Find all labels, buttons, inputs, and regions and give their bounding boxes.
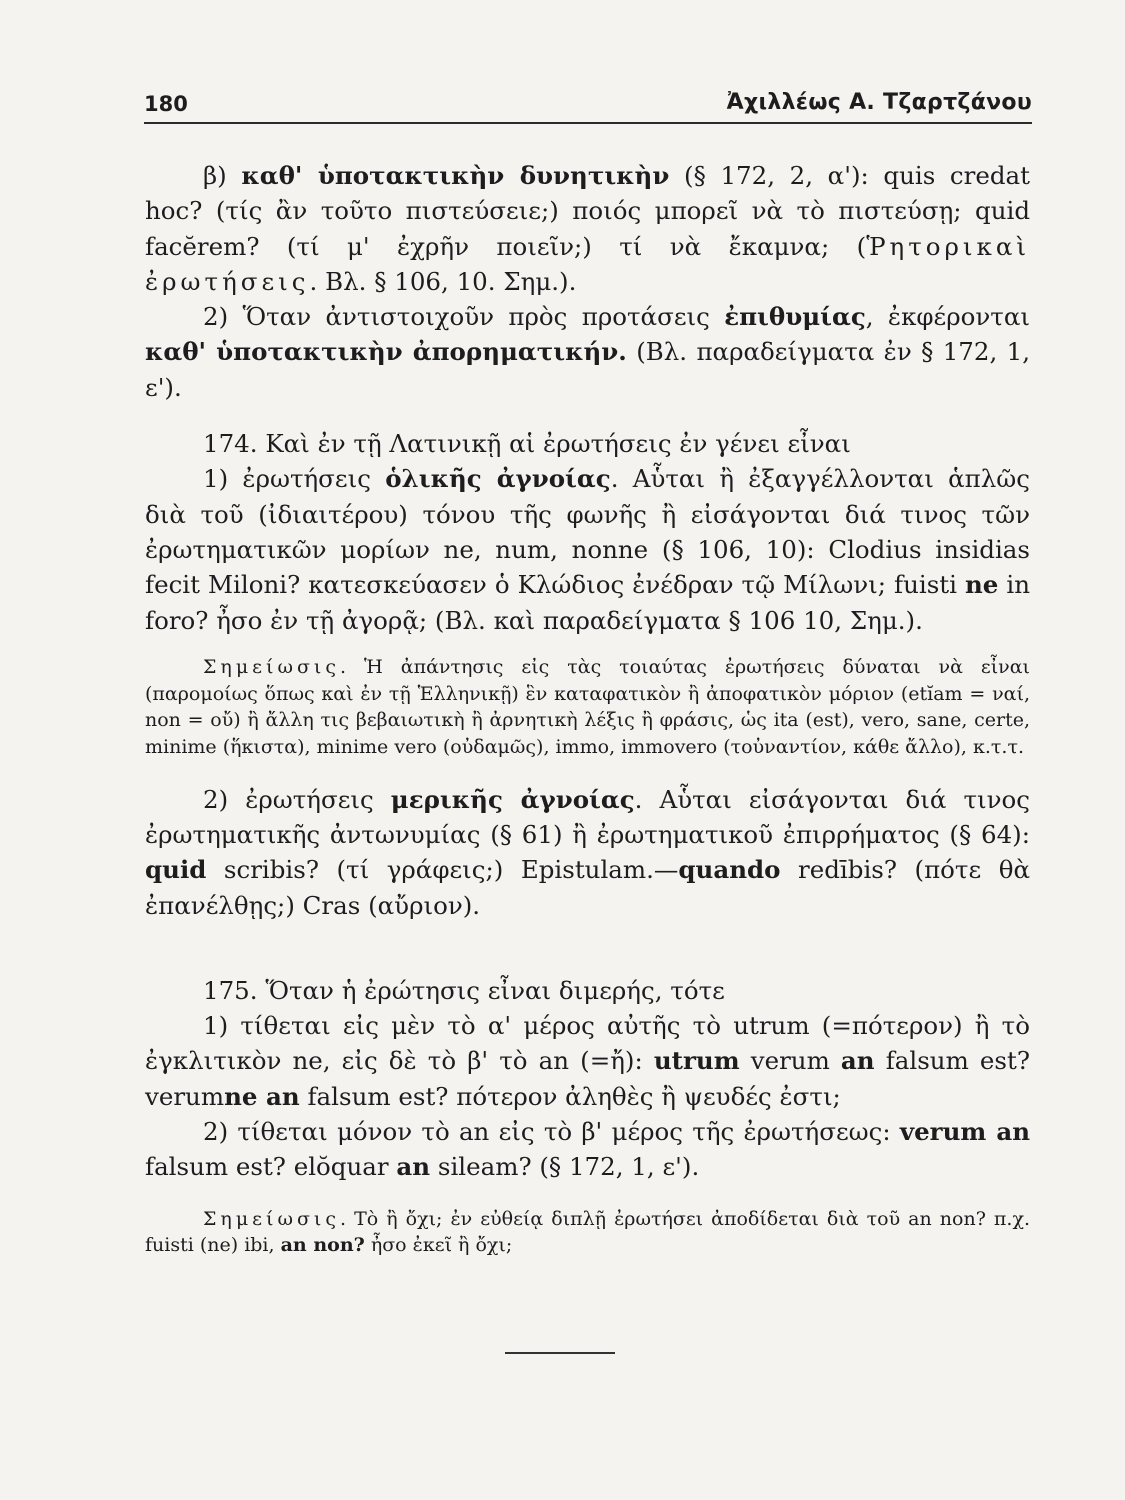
text-run: (Βλ. παραδείγματα ἐν § 172, 1, ε'). bbox=[145, 337, 1030, 402]
section-175-heading: 175. Ὅταν ἡ ἐρώτησις εἶναι διμερής, τότε bbox=[203, 975, 725, 1005]
text-run: (§ 172, 2, α'): quis credat hoc? (τίς ἂν τοῦτο πιστεύσειε;) ποιός μπορεῖ νὰ τὸ πιστεύσῃ; quid facĕrem? (τί μ' ἐχρῆν ποιεῖν;) τί νὰ ἔκαμνα; ( bbox=[145, 161, 1031, 261]
text-run: sileam? (§ 172, 1, ε'). bbox=[430, 1152, 700, 1182]
bold-term: verum an bbox=[899, 1117, 1031, 1147]
note-label: Σημείωσις bbox=[203, 655, 341, 678]
text-run: . Τὸ ἢ ὄχι; ἐν εὐθείᾳ διπλῇ ἐρωτήσει ἀποδίδεται διὰ τοῦ an non? π.χ. fuisti (ne) ibi, bbox=[145, 1207, 1030, 1257]
bold-term: ne bbox=[964, 570, 999, 600]
text-run: . Αὗται ἢ ἐξαγγέλλονται ἁπλῶς διὰ τοῦ (ἰδιαιτέρου) τόνου τῆς φωνῆς ἢ εἰσάγονται διά τινος τῶν ἐρωτηματικῶν μορίων ne, num, nonne (§ 106, 10): Clodius insidias fecit Miloni? κατεσκεύασεν ὁ Κλώδιος ἐνέδραν τῷ Μίλωνι; fuisti bbox=[145, 464, 1030, 600]
text-run: falsum est? elŏquar bbox=[145, 1152, 397, 1182]
note-label: Σημείωσις bbox=[203, 1207, 341, 1230]
text-run: ἦσο ἐκεῖ ἢ ὄχι; bbox=[364, 1234, 513, 1257]
text-run: redībis? (πότε θὰ ἐπανέλθῃς;) Cras (αὔριον). bbox=[145, 855, 1030, 920]
bold-term: ἐπιθυμίας bbox=[724, 302, 866, 332]
text-run: falsum est? verum bbox=[145, 1046, 1030, 1111]
running-header bbox=[144, 92, 1032, 124]
paragraph-total-ignorance bbox=[145, 461, 1030, 637]
paragraph-an-only bbox=[145, 1114, 1030, 1185]
bold-term: ne an bbox=[224, 1081, 300, 1111]
bold-term: καθ' ὑποτακτικὴν ἀπορηματικήν. bbox=[145, 337, 627, 367]
bold-term: an non? bbox=[280, 1234, 365, 1257]
bold-term: καθ' ὑποτακτικὴν δυνητικὴν bbox=[241, 161, 670, 190]
text-run: , ἐκφέρονται bbox=[865, 302, 1030, 332]
text-run: 1) τίθεται εἰς μὲν τὸ α' μέρος αὐτῆς τὸ utrum (=πότερον) ἢ τὸ ἐγκλιτικὸν ne, εἰς δὲ τὸ β' τὸ an (=ἤ): bbox=[145, 1011, 1030, 1076]
bold-term: quid bbox=[145, 855, 207, 885]
closing-rule bbox=[505, 1352, 615, 1354]
bold-term: ὁλικῆς ἀγνοίας bbox=[385, 464, 611, 494]
note-answers bbox=[145, 654, 1030, 761]
section-174-heading: 174. Καὶ ἐν τῇ Λατινικῇ αἱ ἐρωτήσεις ἐν γένει εἶναι bbox=[203, 429, 851, 459]
bold-term: an bbox=[396, 1152, 431, 1182]
text-run: 2) Ὅταν ἀντιστοιχοῦν πρὸς προτάσεις bbox=[203, 302, 725, 332]
text-run: 1) ἐρωτήσεις bbox=[203, 464, 386, 494]
bold-term: μερικῆς ἀγνοίας bbox=[390, 784, 635, 814]
bold-term: an bbox=[840, 1046, 875, 1076]
paragraph-partial-ignorance bbox=[145, 782, 1030, 923]
spaced-term: Ῥητορικαὶ ἐρωτήσεις bbox=[145, 231, 1030, 296]
paragraph-utrum-an bbox=[145, 1008, 1030, 1114]
page-body bbox=[145, 158, 1030, 1259]
text-run: scribis? (τί γράφεις;) Epistulam.— bbox=[206, 855, 679, 885]
text-run: . Ἡ ἀπάντησις εἰς τὰς τοιαύτας ἐρωτήσεις δύναται νὰ εἶναι (παρομοίως ὅπως καὶ ἐν τῇ Ἑλληνικῇ) ἓν καταφατικὸν ἢ ἀποφατικὸν μόριον (etĭam = ναί, non = οὔ) ἢ ἄλλη τις βεβαιωτικὴ ἢ ἀρνητικὴ λέξις ἢ φράσις, ὡς ita (est), vero, sane, certe, minime (ἥκιστα), minime vero (οὐδαμῶς), immo, immovero (τοὐναντίον, κάθε ἄλλο), κ.τ.τ. bbox=[145, 655, 1030, 758]
page-number: 180 bbox=[144, 92, 188, 116]
text-run: falsum est? πότερον ἀληθὲς ἢ ψευδές ἐστι; bbox=[299, 1081, 841, 1111]
bold-term: quando bbox=[678, 855, 781, 885]
text-run: in foro? ἦσο ἐν τῇ ἀγορᾷ; (Βλ. καὶ παραδείγματα § 106 10, Σημ.). bbox=[145, 570, 1030, 635]
bold-term: utrum bbox=[653, 1046, 740, 1076]
running-title: Ἀχιλλέως Α. Τζαρτζάνου bbox=[726, 90, 1032, 115]
paragraph-subjunctive-potential bbox=[145, 158, 1030, 299]
text-run: 2) ἐρωτήσεις bbox=[203, 784, 391, 814]
note-an-non bbox=[145, 1206, 1030, 1259]
text-run: . Αὗται εἰσάγονται διά τινος ἐρωτηματικῆς ἀντωνυμίας (§ 61) ἢ ἐρωτηματικοῦ ἐπιρρήματος (§ 64): bbox=[145, 784, 1031, 849]
text-run: . Βλ. § 106, 10. Σημ.). bbox=[309, 266, 577, 296]
text-run: β) bbox=[203, 161, 242, 190]
paragraph-wish-clauses bbox=[145, 299, 1030, 405]
text-run: 2) τίθεται μόνον τὸ an εἰς τὸ β' μέρος τῆς ἐρωτήσεως: bbox=[203, 1117, 900, 1147]
text-run: verum bbox=[739, 1046, 841, 1076]
